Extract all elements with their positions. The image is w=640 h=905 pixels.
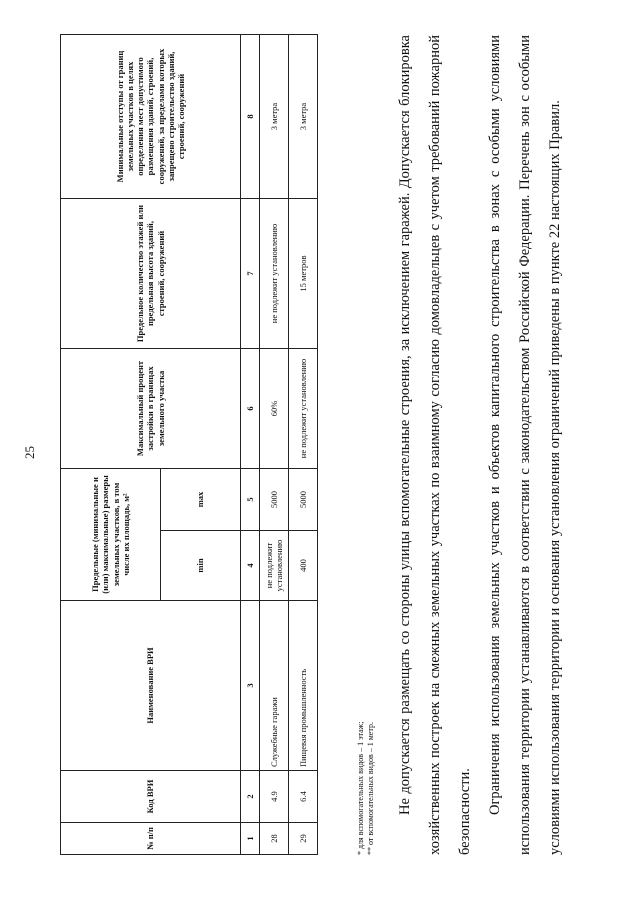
cell-max: 5000 — [260, 469, 289, 531]
cell-code: 4.9 — [260, 771, 289, 823]
vri-table — [60, 34, 318, 855]
paragraph: Не допускается размещать со стороны улицы вспомогательные строения, за исключением гаражей. Допускается блокировка хозяйственных построек на смежных земельных участках по взаимному согласию домовладельцев с учетом требований пожарной безопасности. — [397, 35, 473, 855]
cell-setback: 3 метра — [260, 35, 289, 199]
cell-num: 29 — [289, 823, 318, 855]
column-index: 6 — [241, 349, 260, 469]
header-min: min — [161, 531, 241, 601]
cell-floors: 15 метров — [289, 199, 318, 349]
cell-coverage: 60% — [260, 349, 289, 469]
cell-max: 5000 — [289, 469, 318, 531]
header-coverage: Максимальный процент застройки в границах земельного участка — [61, 349, 241, 469]
cell-name: Служебные гаражи — [260, 601, 289, 771]
cell-setback: 3 метра — [289, 35, 318, 199]
table-row — [289, 35, 318, 855]
header-setback: Минимальные отступы от границ земельных участков в целях определения мест допустимого размещения зданий, строений, сооружений, за пределами которых запрещено строительство зданий, строений, сооружений — [61, 35, 241, 199]
header-name: Наименование ВРИ — [61, 601, 241, 771]
cell-code: 6.4 — [289, 771, 318, 823]
table-footnotes — [356, 722, 377, 855]
header-size-group: Предельные (минимальные и (или) максимальные) размеры земельных участков, в том числе их площадь, м² — [61, 469, 161, 601]
cell-min: 400 — [289, 531, 318, 601]
cell-num: 28 — [260, 823, 289, 855]
column-index: 3 — [241, 601, 260, 771]
page-number: 25 — [22, 446, 37, 459]
column-index: 8 — [241, 35, 260, 199]
header-floors: Предельное количество этажей или предельная высота зданий, строений, сооружений — [61, 199, 241, 349]
header-num: № п/п — [61, 823, 241, 855]
footnote: * для вспомогательных видов – 1 этаж; — [356, 721, 365, 855]
cell-name: Пищевая промышленность — [289, 601, 318, 771]
cell-min: не подлежит установлению — [260, 531, 289, 601]
column-index: 1 — [241, 823, 260, 855]
footnote: ** от вспомогательных видов – 1 метр. — [366, 722, 376, 855]
column-index: 7 — [241, 199, 260, 349]
paragraph: Ограничения использования земельных участков и объектов капитального строительства в зонах с особыми условиями использования территории устанавливаются в соответствии с законодательством Российской Федерации. Перечень зон с особыми условиями использования территории и основания установления ограничений приведены в пункте 22 настоящих Правил. — [487, 35, 563, 855]
header-code: Код ВРИ — [61, 771, 241, 823]
table-row — [260, 35, 289, 855]
header-max: max — [161, 469, 241, 531]
cell-coverage: не подлежит установлению — [289, 349, 318, 469]
cell-floors: не подлежит установлению — [260, 199, 289, 349]
body-text — [390, 35, 570, 855]
column-index: 2 — [241, 771, 260, 823]
column-index: 4 — [241, 531, 260, 601]
column-index: 5 — [241, 469, 260, 531]
